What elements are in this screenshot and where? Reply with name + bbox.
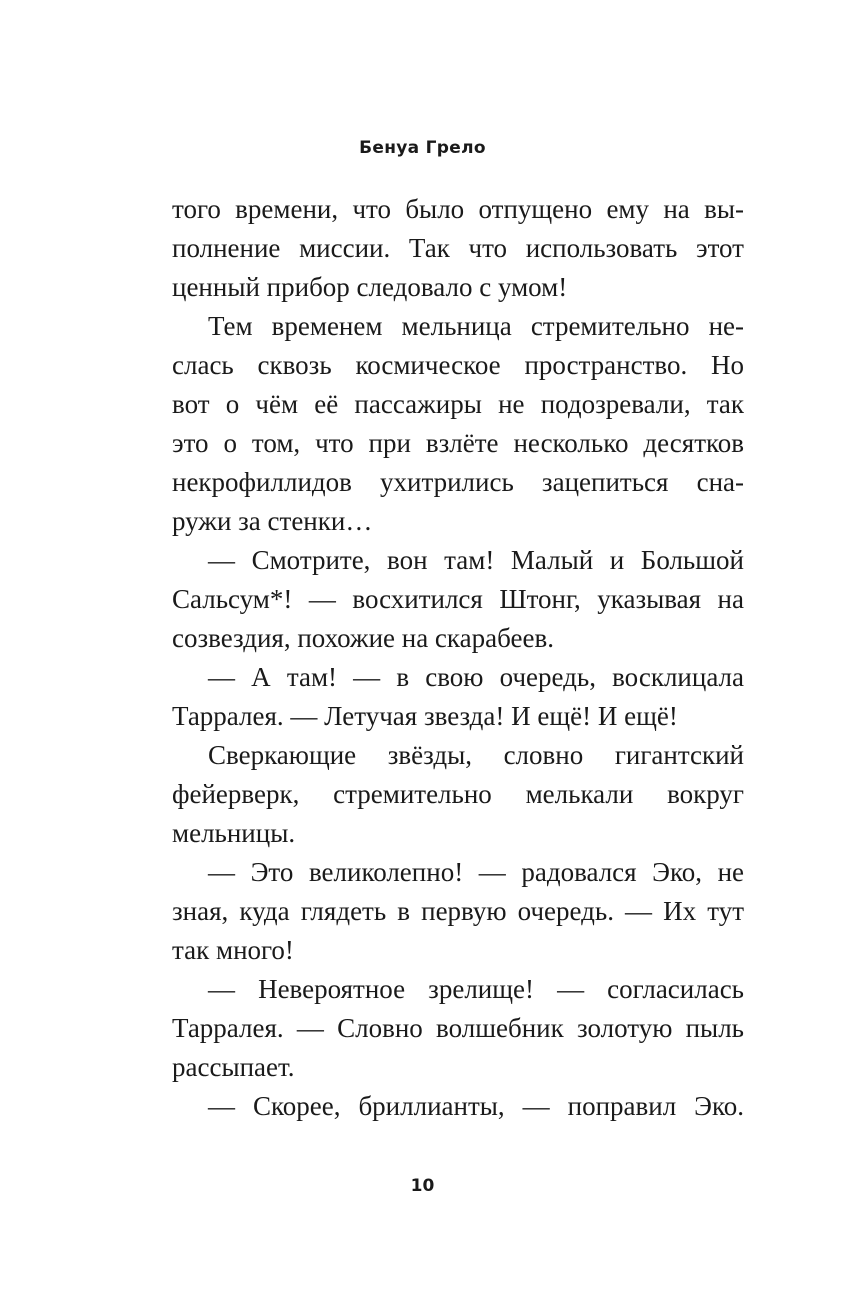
text-line: Тарралея. — Словно волшебник золотую пыль xyxy=(172,1013,744,1043)
text-line: — Смотрите, вон там! Малый и Большой xyxy=(208,545,744,575)
text-line: это о том, что при взлёте несколько десятков xyxy=(172,428,744,458)
text-line: — Это великолепно! — радовался Эко, не xyxy=(208,857,744,887)
running-head-author: Бенуа Грело xyxy=(359,138,486,158)
text-line: мельницы. xyxy=(172,818,296,848)
text-line: фейерверк, стремительно мелькали вокруг xyxy=(172,779,744,809)
text-line: Сверкающие звёзды, словно гигантский xyxy=(208,740,744,770)
text-line: слась сквозь космическое пространство. Но xyxy=(172,350,744,380)
text-line: — Невероятное зрелище! — согласилась xyxy=(208,974,744,1004)
text-line: созвездия, похожие на скарабеев. xyxy=(172,623,554,653)
text-line: ружи за стенки… xyxy=(172,506,373,536)
text-line: — Скорее, бриллианты, — поправил Эко. xyxy=(208,1091,744,1121)
text-line: некрофиллидов ухитрились зацепиться сна- xyxy=(172,467,744,497)
text-line: так много! xyxy=(172,935,294,965)
text-line: зная, куда глядеть в первую очередь. — Их тут xyxy=(172,896,744,926)
text-line: рассыпает. xyxy=(172,1052,295,1082)
text-line: ценный прибор следовало с умом! xyxy=(172,272,568,302)
text-line: полнение миссии. Так что использовать этот xyxy=(172,233,744,263)
text-line: Тарралея. — Летучая звезда! И ещё! И ещё! xyxy=(172,701,678,731)
page-body-text xyxy=(172,190,744,1126)
text-line: того времени, что было отпущено ему на вы- xyxy=(172,194,744,224)
text-line: вот о чём её пассажиры не подозревали, так xyxy=(172,389,744,419)
text-line: Тем временем мельница стремительно не- xyxy=(208,311,744,341)
text-line: — А там! — в свою очередь, восклицала xyxy=(208,662,744,692)
page-number: 10 xyxy=(410,1176,435,1196)
text-line: Сальсум*! — восхитился Штонг, указывая на xyxy=(172,584,744,614)
